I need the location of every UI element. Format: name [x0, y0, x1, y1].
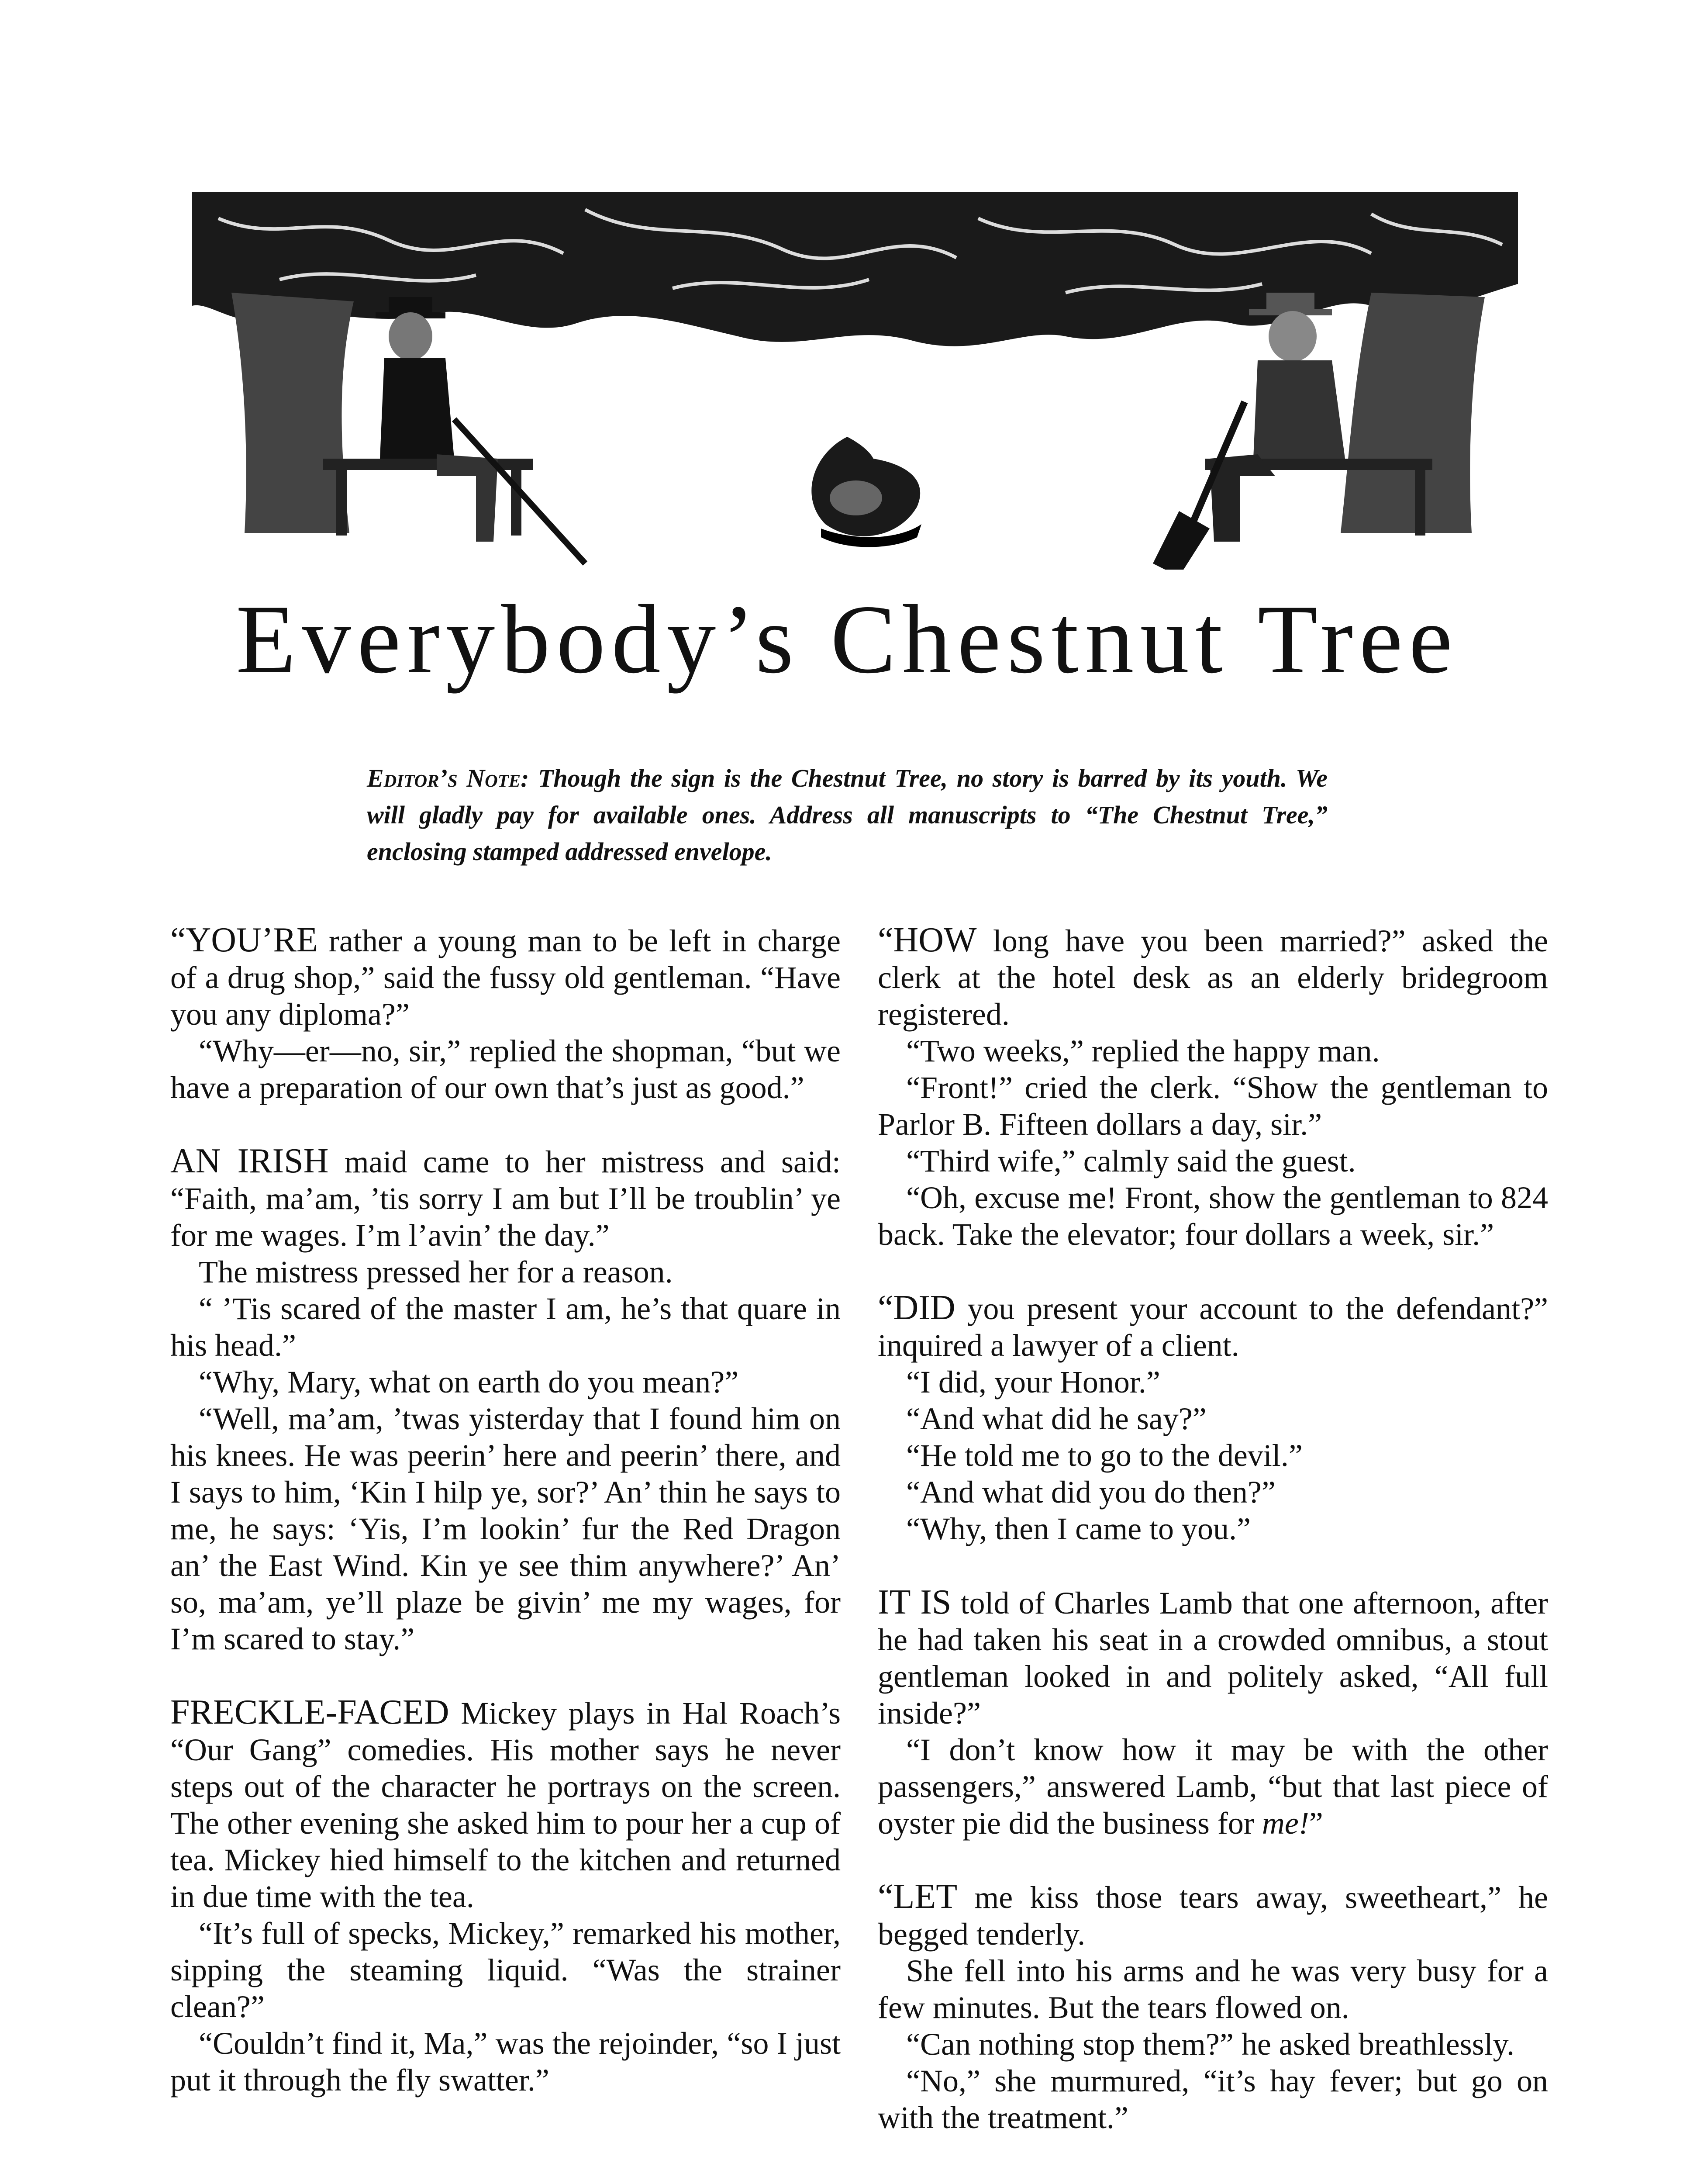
paragraph [878, 922, 1548, 1033]
editor-note-lead: Editor’s Note: [367, 764, 529, 792]
paragraph [878, 1878, 1548, 1952]
paragraph: “Why, then I came to you.” [906, 1511, 1251, 1546]
lead-in: “LET [878, 1877, 958, 1916]
story-married [878, 922, 1548, 1253]
paragraph: “Can nothing stop them?” he asked breathlessly. [906, 2027, 1514, 2062]
paragraph: “Oh, excuse me! Front, show the gentleman to 824 back. Take the elevator; four dollars a week, sir.” [878, 1180, 1548, 1252]
paragraph-text: me kiss those tears away, sweetheart,” he begged tenderly. [878, 1880, 1548, 1952]
paragraph: “Two weeks,” replied the happy man. [906, 1033, 1380, 1068]
left-column [170, 922, 841, 2135]
emphasis-text: me! [1262, 1806, 1309, 1841]
lead-in: AN IRISH [170, 1142, 329, 1180]
paragraph [878, 1731, 1548, 1842]
paragraph-text: maid came to her mistress and said: “Faith, ma’am, ’tis sorry I am but I’ll be troublin’ ye for me wages. I’m l’avin’ the day.” [170, 1144, 841, 1253]
paragraph [878, 1289, 1548, 1364]
paragraph-text: rather a young man to be left in charge of a drug shop,” said the fussy old gentleman. “Have you any diploma?” [170, 923, 841, 1032]
lead-in: “YOU’RE [170, 921, 318, 959]
paragraph: “Front!” cried the clerk. “Show the gentleman to Parlor B. Fifteen dollars a day, sir.” [878, 1070, 1548, 1142]
header-illustration [192, 192, 1518, 570]
lead-in: FRECKLE-FACED [170, 1693, 449, 1731]
page-title: Everybody’s Chestnut Tree [236, 584, 1459, 694]
paragraph: “I did, your Honor.” [906, 1365, 1160, 1400]
paragraph: “And what did you do then?” [906, 1475, 1276, 1510]
paragraph: “Third wife,” calmly said the guest. [906, 1144, 1356, 1178]
lead-in: “HOW [878, 921, 977, 959]
paragraph: “ ’Tis scared of the master I am, he’s that quare in his head.” [170, 1291, 841, 1363]
paragraph-text: told of Charles Lamb that one afternoon, after he had taken his seat in a crowded omnibus, a stout gentleman looked in and politely asked, “All full inside?” [878, 1586, 1548, 1731]
paragraph-text: Mickey plays in Hal Roach’s “Our Gang” comedies. His mother says he never steps out of the character he portrays on the screen. The other evening she asked him to pour her a cup of tea. Mickey hied himself to the kitchen and returned in due time with the tea. [170, 1696, 841, 1914]
editor-note [367, 760, 1328, 870]
story-charles-lamb [878, 1584, 1548, 1842]
paragraph: “Why, Mary, what on earth do you mean?” [199, 1365, 739, 1400]
story-lawyer [878, 1289, 1548, 1547]
story-drug-shop [170, 922, 841, 1106]
right-column [878, 922, 1548, 2173]
lead-in: IT IS [878, 1583, 952, 1621]
story-irish-maid [170, 1143, 841, 1657]
paragraph-text: you present your account to the defendant?” inquired a lawyer of a client. [878, 1291, 1548, 1363]
paragraph: “It’s full of specks, Mickey,” remarked his mother, sipping the steaming liquid. “Was the strainer clean?” [170, 1916, 841, 2024]
chestnut-tree-bench-illustration-icon [192, 192, 1518, 570]
paragraph [170, 1694, 841, 1915]
paragraph-text: “I don’t know how it may be with the other passengers,” answered Lamb, “but that last piece of oyster pie did the business for [878, 1732, 1548, 1841]
paragraph: “No,” she murmured, “it’s hay fever; but go on with the treatment.” [878, 2063, 1548, 2135]
paragraph-text: long have you been married?” asked the clerk at the hotel desk as an elderly bridegroom registered. [878, 923, 1548, 1032]
paragraph-text: ” [1309, 1806, 1323, 1841]
paragraph [878, 1584, 1548, 1731]
paragraph: The mistress pressed her for a reason. [199, 1254, 673, 1289]
lead-in: “DID [878, 1289, 955, 1327]
story-freckle-faced-mickey [170, 1694, 841, 2098]
paragraph: “Couldn’t find it, Ma,” was the rejoinder, “so I just put it through the fly swatter.” [170, 2026, 841, 2098]
paragraph: “And what did he say?” [906, 1401, 1207, 1436]
paragraph [170, 922, 841, 1033]
editor-note-text: Though the sign is the Chestnut Tree, no story is barred by its youth. We will gladly pay for available ones. Address all manuscripts to “The Chestnut Tree,” enclosing stamped addressed envelope. [367, 764, 1328, 866]
paragraph [170, 1143, 841, 1254]
paragraph: “Why—er—no, sir,” replied the shopman, “but we have a preparation of our own that’s just as good.” [170, 1033, 841, 1105]
paragraph: “Well, ma’am, ’twas yisterday that I found him on his knees. He was peerin’ here and peerin’ there, and I says to him, ‘Kin I hilp ye, sor?’ An’ thin he says to me, he says: ‘Yis, I’m lookin’ fur the Red Dragon an’ the East Wind. Kin ye see thim anywhere?’ An’ so, ma’am, ye’ll plaze be givin’ me my wages, for I’m scared to stay.” [170, 1401, 841, 1656]
story-tears [878, 1878, 1548, 2136]
paragraph: “He told me to go to the devil.” [906, 1438, 1303, 1473]
paragraph: She fell into his arms and he was very busy for a few minutes. But the tears flowed on. [878, 1953, 1548, 2025]
